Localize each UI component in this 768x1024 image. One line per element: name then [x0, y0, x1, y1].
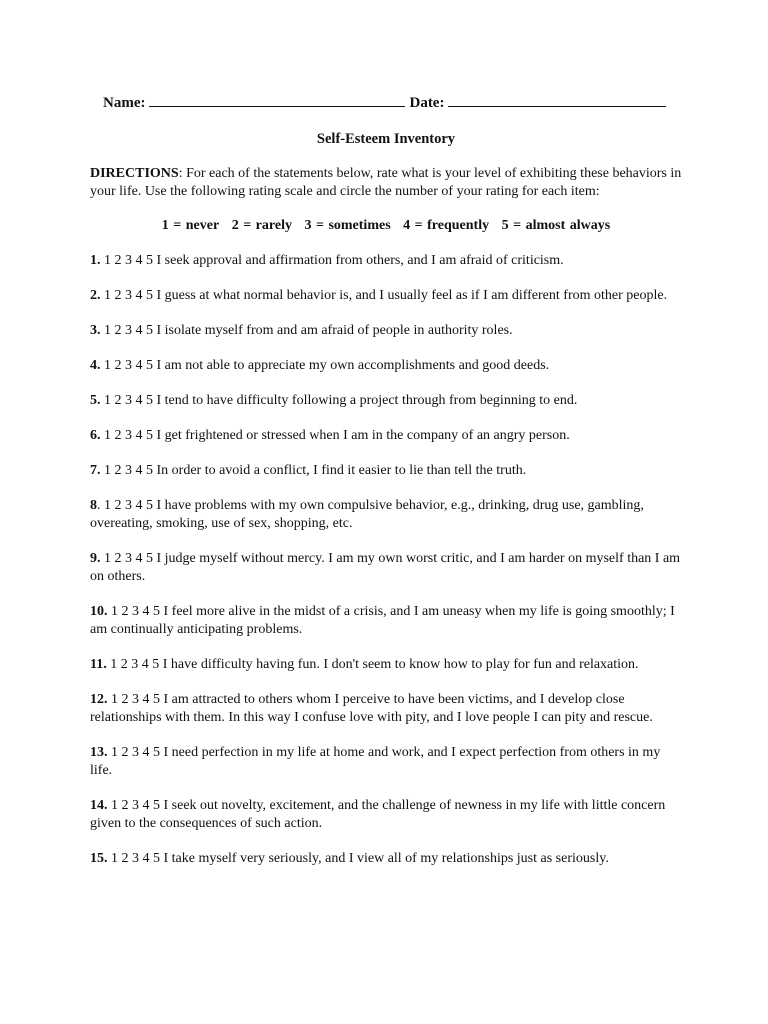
statement-item [90, 603, 682, 639]
statement-item [90, 797, 682, 833]
statement-number: 9. [90, 551, 101, 566]
rating-scale [90, 218, 682, 234]
statement-text: 1 2 3 4 5 I judge myself without mercy. I am my own worst critic, and I am harder on myself than I am on others. [90, 551, 681, 584]
statement-item [90, 462, 682, 480]
statement-number: 1. [90, 253, 101, 268]
statement-text: 1 2 3 4 5 I need perfection in my life at home and work, and I expect perfection from others in my life. [90, 745, 661, 778]
statement-text: 1 2 3 4 5 I am not able to appreciate my own accomplishments and good deeds. [100, 358, 550, 373]
statement-text: 1 2 3 4 5 I seek out novelty, excitement, and the challenge of newness in my life with little concern given to the consequences of such action. [90, 798, 666, 831]
directions-text: : For each of the statements below, rate what is your level of exhibiting these behaviors in your life. Use the following rating scale and circle the number of your rating for each item: [90, 166, 682, 199]
statement-item [90, 392, 682, 410]
statement-number: 8 [90, 498, 97, 513]
statement-text: 1 2 3 4 5 I isolate myself from and am afraid of people in authority roles. [100, 323, 513, 338]
statement-text: 1 2 3 4 5 In order to avoid a conflict, I find it easier to lie than tell the truth. [100, 463, 527, 478]
statement-item [90, 550, 682, 586]
statement-number: 5. [90, 393, 101, 408]
scale-item: 5 = almost always [501, 218, 611, 233]
statement-number: 14. [90, 798, 108, 813]
statement-text: 1 2 3 4 5 I tend to have difficulty following a project through from beginning to end. [100, 393, 578, 408]
statement-item [90, 287, 682, 305]
statement-number: 15. [90, 851, 108, 866]
statement-item [90, 322, 682, 340]
statement-text: 1 2 3 4 5 I have difficulty having fun. I don't seem to know how to play for fun and relaxation. [106, 657, 639, 672]
statement-number: 11. [90, 657, 107, 672]
worksheet-page [90, 94, 682, 885]
date-label: Date: [409, 95, 445, 111]
statement-item [90, 497, 682, 533]
statement-item [90, 744, 682, 780]
statement-item [90, 427, 682, 445]
name-label: Name: [103, 95, 146, 111]
statement-item [90, 252, 682, 270]
scale-item: 4 = frequently [403, 218, 490, 233]
date-blank-line [448, 94, 666, 107]
statement-text: . 1 2 3 4 5 I have problems with my own compulsive behavior, e.g., drinking, drug use, gambling, overeating, smoking, use of sex, shopping, etc. [90, 498, 644, 531]
statement-number: 13. [90, 745, 108, 760]
statement-item [90, 656, 682, 674]
statement-number: 7. [90, 463, 101, 478]
statement-item [90, 691, 682, 727]
directions-label: DIRECTIONS [90, 166, 179, 181]
statement-list [90, 252, 682, 868]
statement-number: 4. [90, 358, 101, 373]
statement-number: 2. [90, 288, 101, 303]
statement-number: 6. [90, 428, 101, 443]
scale-item: 2 = rarely [231, 218, 292, 233]
statement-number: 10. [90, 604, 108, 619]
directions-paragraph [90, 165, 682, 201]
statement-text: 1 2 3 4 5 I take myself very seriously, and I view all of my relationships just as seriously. [107, 851, 609, 866]
statement-number: 3. [90, 323, 101, 338]
scale-item: 1 = never [161, 218, 220, 233]
statement-text: 1 2 3 4 5 I get frightened or stressed when I am in the company of an angry person. [100, 428, 570, 443]
scale-item: 3 = sometimes [304, 218, 391, 233]
statement-text: 1 2 3 4 5 I feel more alive in the midst of a crisis, and I am uneasy when my life is going smoothly; I am continually anticipating problems. [90, 604, 675, 637]
page-title: Self-Esteem Inventory [316, 131, 456, 147]
statement-text: 1 2 3 4 5 I am attracted to others whom I perceive to have been victims, and I develop close relationships with them. In this way I confuse love with pity, and I love people I can pity and rescue. [90, 692, 653, 725]
statement-item [90, 357, 682, 375]
statement-text: 1 2 3 4 5 I guess at what normal behavior is, and I usually feel as if I am different from other people. [100, 288, 668, 303]
statement-text: 1 2 3 4 5 I seek approval and affirmation from others, and I am afraid of criticism. [100, 253, 564, 268]
name-blank-line [149, 94, 405, 107]
statement-number: 12. [90, 692, 108, 707]
name-date-line [103, 94, 682, 112]
statement-item [90, 850, 682, 868]
